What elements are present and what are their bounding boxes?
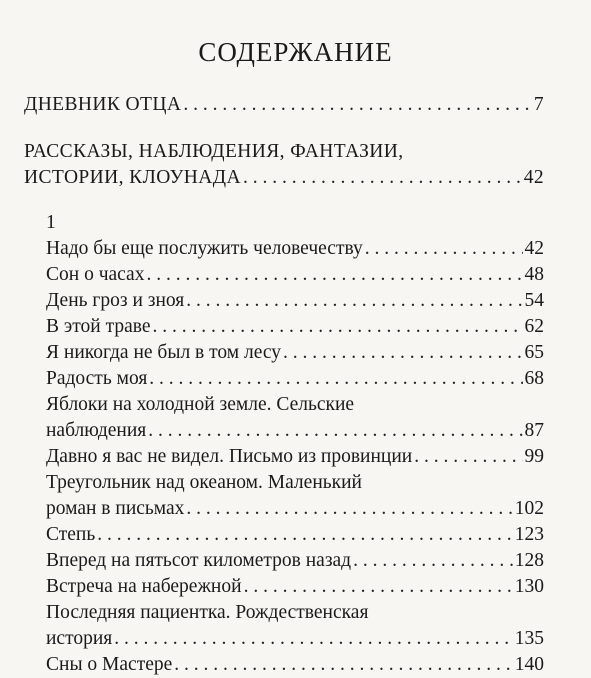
toc-entry-multiline [46,470,544,522]
toc-page-number: 42 [523,167,544,188]
toc-section-2 [24,139,544,191]
toc-page-number: 48 [524,264,544,285]
toc-row [46,522,544,548]
leader-dots [153,314,523,340]
toc-entry-title: Радость моя [46,368,148,389]
toc-row [46,626,544,652]
toc-section-1 [24,92,544,118]
toc-entry-first-line: Яблоки на холодной земле. Сельские [46,394,355,415]
toc-entry-title: Я никогда не был в том лесу [46,342,282,363]
leader-dots [174,652,512,678]
toc-entry-first-line: РАССКАЗЫ, НАБЛЮДЕНИЯ, ФАНТАЗИИ, [24,141,404,162]
toc-page-number: 54 [524,290,544,311]
leader-dots [146,262,522,288]
leader-dots [283,340,522,366]
toc-page-number: 42 [524,238,544,259]
toc-row [24,165,544,191]
toc-row [46,496,544,522]
toc-entry-title: Надо бы еще послужить человечеству [46,238,363,259]
leader-dots [183,92,532,118]
leader-dots [353,548,513,574]
toc-entry-title: День гроз и зноя [46,290,185,311]
leader-dots [244,574,513,600]
toc-page-number: 128 [514,550,544,571]
table-of-contents [24,92,544,678]
toc-entry-title: Степь [46,524,96,545]
toc-page-number: 87 [524,420,544,441]
toc-row [46,366,544,392]
toc-page-number: 130 [514,576,544,597]
group-label: 1 [46,212,56,233]
toc-row [46,418,544,444]
toc-entry-title: наблюдения [46,420,147,441]
toc-entry-title: история [46,628,113,649]
toc-entry-multiline [46,600,544,652]
leader-dots [186,288,522,314]
toc-page-number: 68 [524,368,544,389]
page-title: СОДЕРЖАНИЕ [198,37,393,67]
toc-entry-title: ИСТОРИИ, КЛОУНАДА [24,167,241,188]
toc-row [24,92,544,118]
toc-entries [46,236,544,678]
toc-entry-title: Вперед на пятьсот километров назад [46,550,352,571]
leader-dots [114,626,512,652]
toc-entry-first-line: Последняя пациентка. Рождественская [46,602,369,623]
toc-row [46,340,544,366]
toc-page-number: 123 [514,524,544,545]
leader-dots [148,418,522,444]
toc-entry-title: Сны о Мастере [46,654,173,675]
leader-dots [186,496,512,522]
leader-dots [149,366,522,392]
toc-entry-first-line: Треугольник над океаном. Маленький [46,472,362,493]
toc-entry-multiline [46,392,544,444]
leader-dots [97,522,512,548]
toc-page-number: 140 [514,654,544,675]
leader-dots [414,444,522,470]
toc-page-number: 102 [514,498,544,519]
toc-row [46,288,544,314]
toc-row [46,236,544,262]
toc-entry-title: В этой траве [46,316,151,337]
toc-page-number: 62 [524,316,544,337]
toc-entry-title: Встреча на набережной [46,576,242,597]
toc-entry-title: Сон о часах [46,264,145,285]
toc-row [46,652,544,678]
toc-row [46,314,544,340]
toc-row [46,548,544,574]
toc-page-number: 99 [524,446,544,467]
toc-page-number: 65 [524,342,544,363]
toc-row [46,574,544,600]
leader-dots [243,165,522,191]
toc-entry-title: Давно я вас не видел. Письмо из провинции [46,446,413,467]
toc-row [46,262,544,288]
leader-dots [365,236,523,262]
toc-page-number: 135 [514,628,544,649]
toc-entry-title: роман в письмах [46,498,185,519]
toc-page-number: 7 [533,94,544,115]
toc-row [46,444,544,470]
toc-entry-title: ДНЕВНИК ОТЦА [24,94,182,115]
